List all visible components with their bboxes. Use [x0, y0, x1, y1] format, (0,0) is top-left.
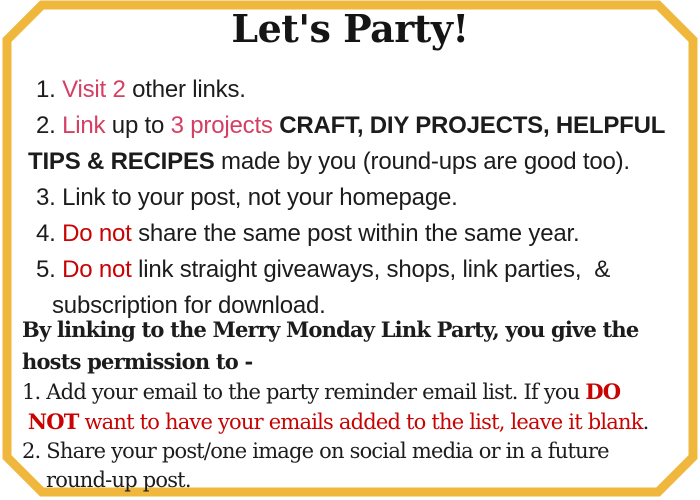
permission-item-line	[0, 466, 700, 495]
text-segment: want to have your emails added to the list, leave it blank	[78, 410, 643, 434]
party-rule-line	[0, 72, 700, 108]
text-segment: 1.	[36, 76, 63, 103]
party-rule-line	[0, 144, 700, 180]
text-segment: subscription for download.	[52, 292, 326, 319]
page-title: Let's Party!	[231, 6, 469, 51]
text-segment: 2.	[36, 112, 63, 139]
text-segment: NOT	[27, 409, 79, 434]
text-segment: Visit 2	[62, 76, 126, 103]
text-segment: Do not	[62, 220, 132, 247]
party-rule-line	[0, 180, 700, 216]
text-segment: Link	[62, 112, 106, 139]
text-segment: CRAFT, DIY PROJECTS, HELPFUL	[279, 112, 666, 139]
permission-item-line	[0, 437, 700, 466]
text-segment: 5.	[36, 256, 63, 283]
permission-item-line	[0, 377, 700, 407]
permission-item-line	[0, 407, 700, 437]
text-segment: By linking to the Merry Monday Link Party, you give the	[22, 317, 639, 342]
text-segment: 1. Add your email to the party reminder email list. If you	[22, 380, 586, 404]
text-segment: 2. Share your post/one image on social media or in a future	[22, 439, 609, 463]
text-segment: share the same post within the same year.	[131, 220, 580, 247]
text-segment: DO	[585, 379, 621, 404]
party-rule-line	[0, 108, 700, 144]
permission-intro-line	[0, 314, 700, 346]
text-segment: up to	[105, 112, 171, 139]
text-segment: Do not	[62, 256, 132, 283]
party-rules-list	[0, 72, 700, 324]
text-segment: .	[642, 410, 649, 434]
text-segment: made by you (round-ups are good too).	[214, 148, 630, 175]
permission-intro-line	[0, 346, 700, 378]
text-segment: hosts permission to -	[22, 349, 253, 374]
party-rule-line	[0, 252, 700, 288]
permission-list	[0, 377, 700, 495]
text-segment: 3 projects	[170, 112, 273, 139]
permission-intro	[0, 314, 700, 378]
text-segment: 3. Link to your post, not your homepage.	[36, 184, 458, 211]
party-rule-line	[0, 216, 700, 252]
text-segment: link straight giveaways, shops, link parties, &	[131, 256, 611, 283]
text-segment: 4.	[36, 220, 63, 247]
text-segment: other links.	[125, 76, 246, 103]
text-segment: round-up post.	[46, 468, 191, 492]
text-segment: TIPS & RECIPES	[28, 148, 215, 175]
